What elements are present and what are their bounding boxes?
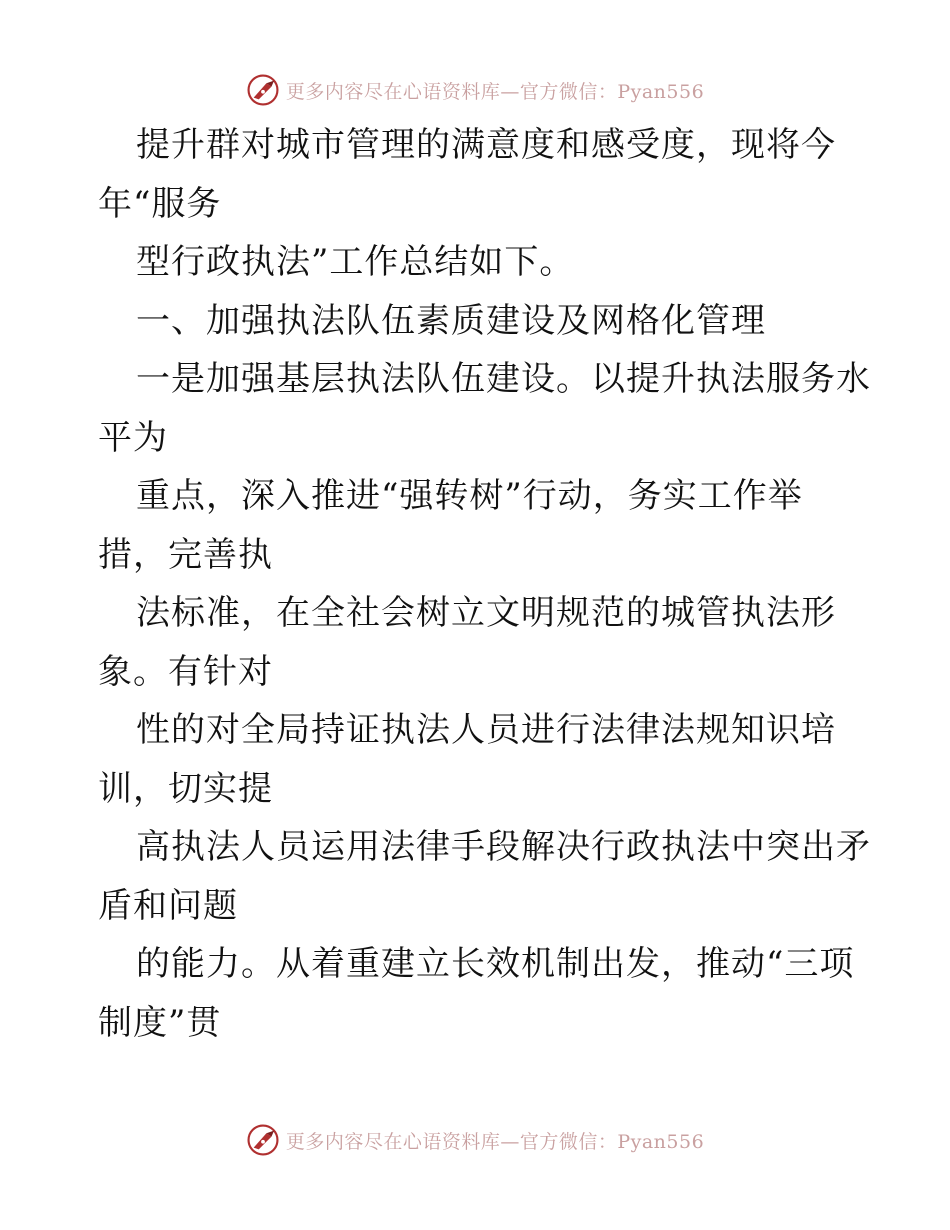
watermark-text: 更多内容尽在心语资料库—官方微信：Pyan556 xyxy=(285,1130,705,1153)
footer-watermark-banner xyxy=(0,1120,950,1160)
text-line: 型行政执法”工作总结如下。 xyxy=(136,242,575,282)
text-line: 措，完善执 xyxy=(98,534,273,575)
text-line: 象。有针对 xyxy=(98,651,273,692)
text-line: 训，切实提 xyxy=(98,768,273,809)
pen-nib-logo-icon xyxy=(246,73,280,107)
text-line: 一是加强基层执法队伍建设。以提升执法服务水 xyxy=(136,359,871,399)
text-line: 重点，深入推进“强转树”行动，务实工作举 xyxy=(136,476,803,516)
header-watermark-banner xyxy=(0,70,950,110)
text-line: 法标准，在全社会树立文明规范的城管执法形 xyxy=(136,593,836,633)
text-line: 盾和问题 xyxy=(98,885,238,926)
text-line: 的能力。从着重建立长效机制出发，推动“三项 xyxy=(136,944,855,984)
section-heading: 一、加强执法队伍素质建设及网格化管理 xyxy=(136,300,766,341)
text-line: 年“服务 xyxy=(98,183,222,224)
watermark-text: 更多内容尽在心语资料库—官方微信：Pyan556 xyxy=(285,80,705,103)
text-line: 提升群对城市管理的满意度和感受度，现将今 xyxy=(136,125,836,165)
text-line: 性的对全局持证执法人员进行法律法规知识培 xyxy=(136,710,836,750)
text-line: 制度”贯 xyxy=(98,1002,222,1043)
text-line: 平为 xyxy=(98,417,168,458)
text-line: 高执法人员运用法律手段解决行政执法中突出矛 xyxy=(136,827,871,867)
pen-nib-logo-icon xyxy=(246,1123,280,1157)
document-body xyxy=(98,116,871,1052)
